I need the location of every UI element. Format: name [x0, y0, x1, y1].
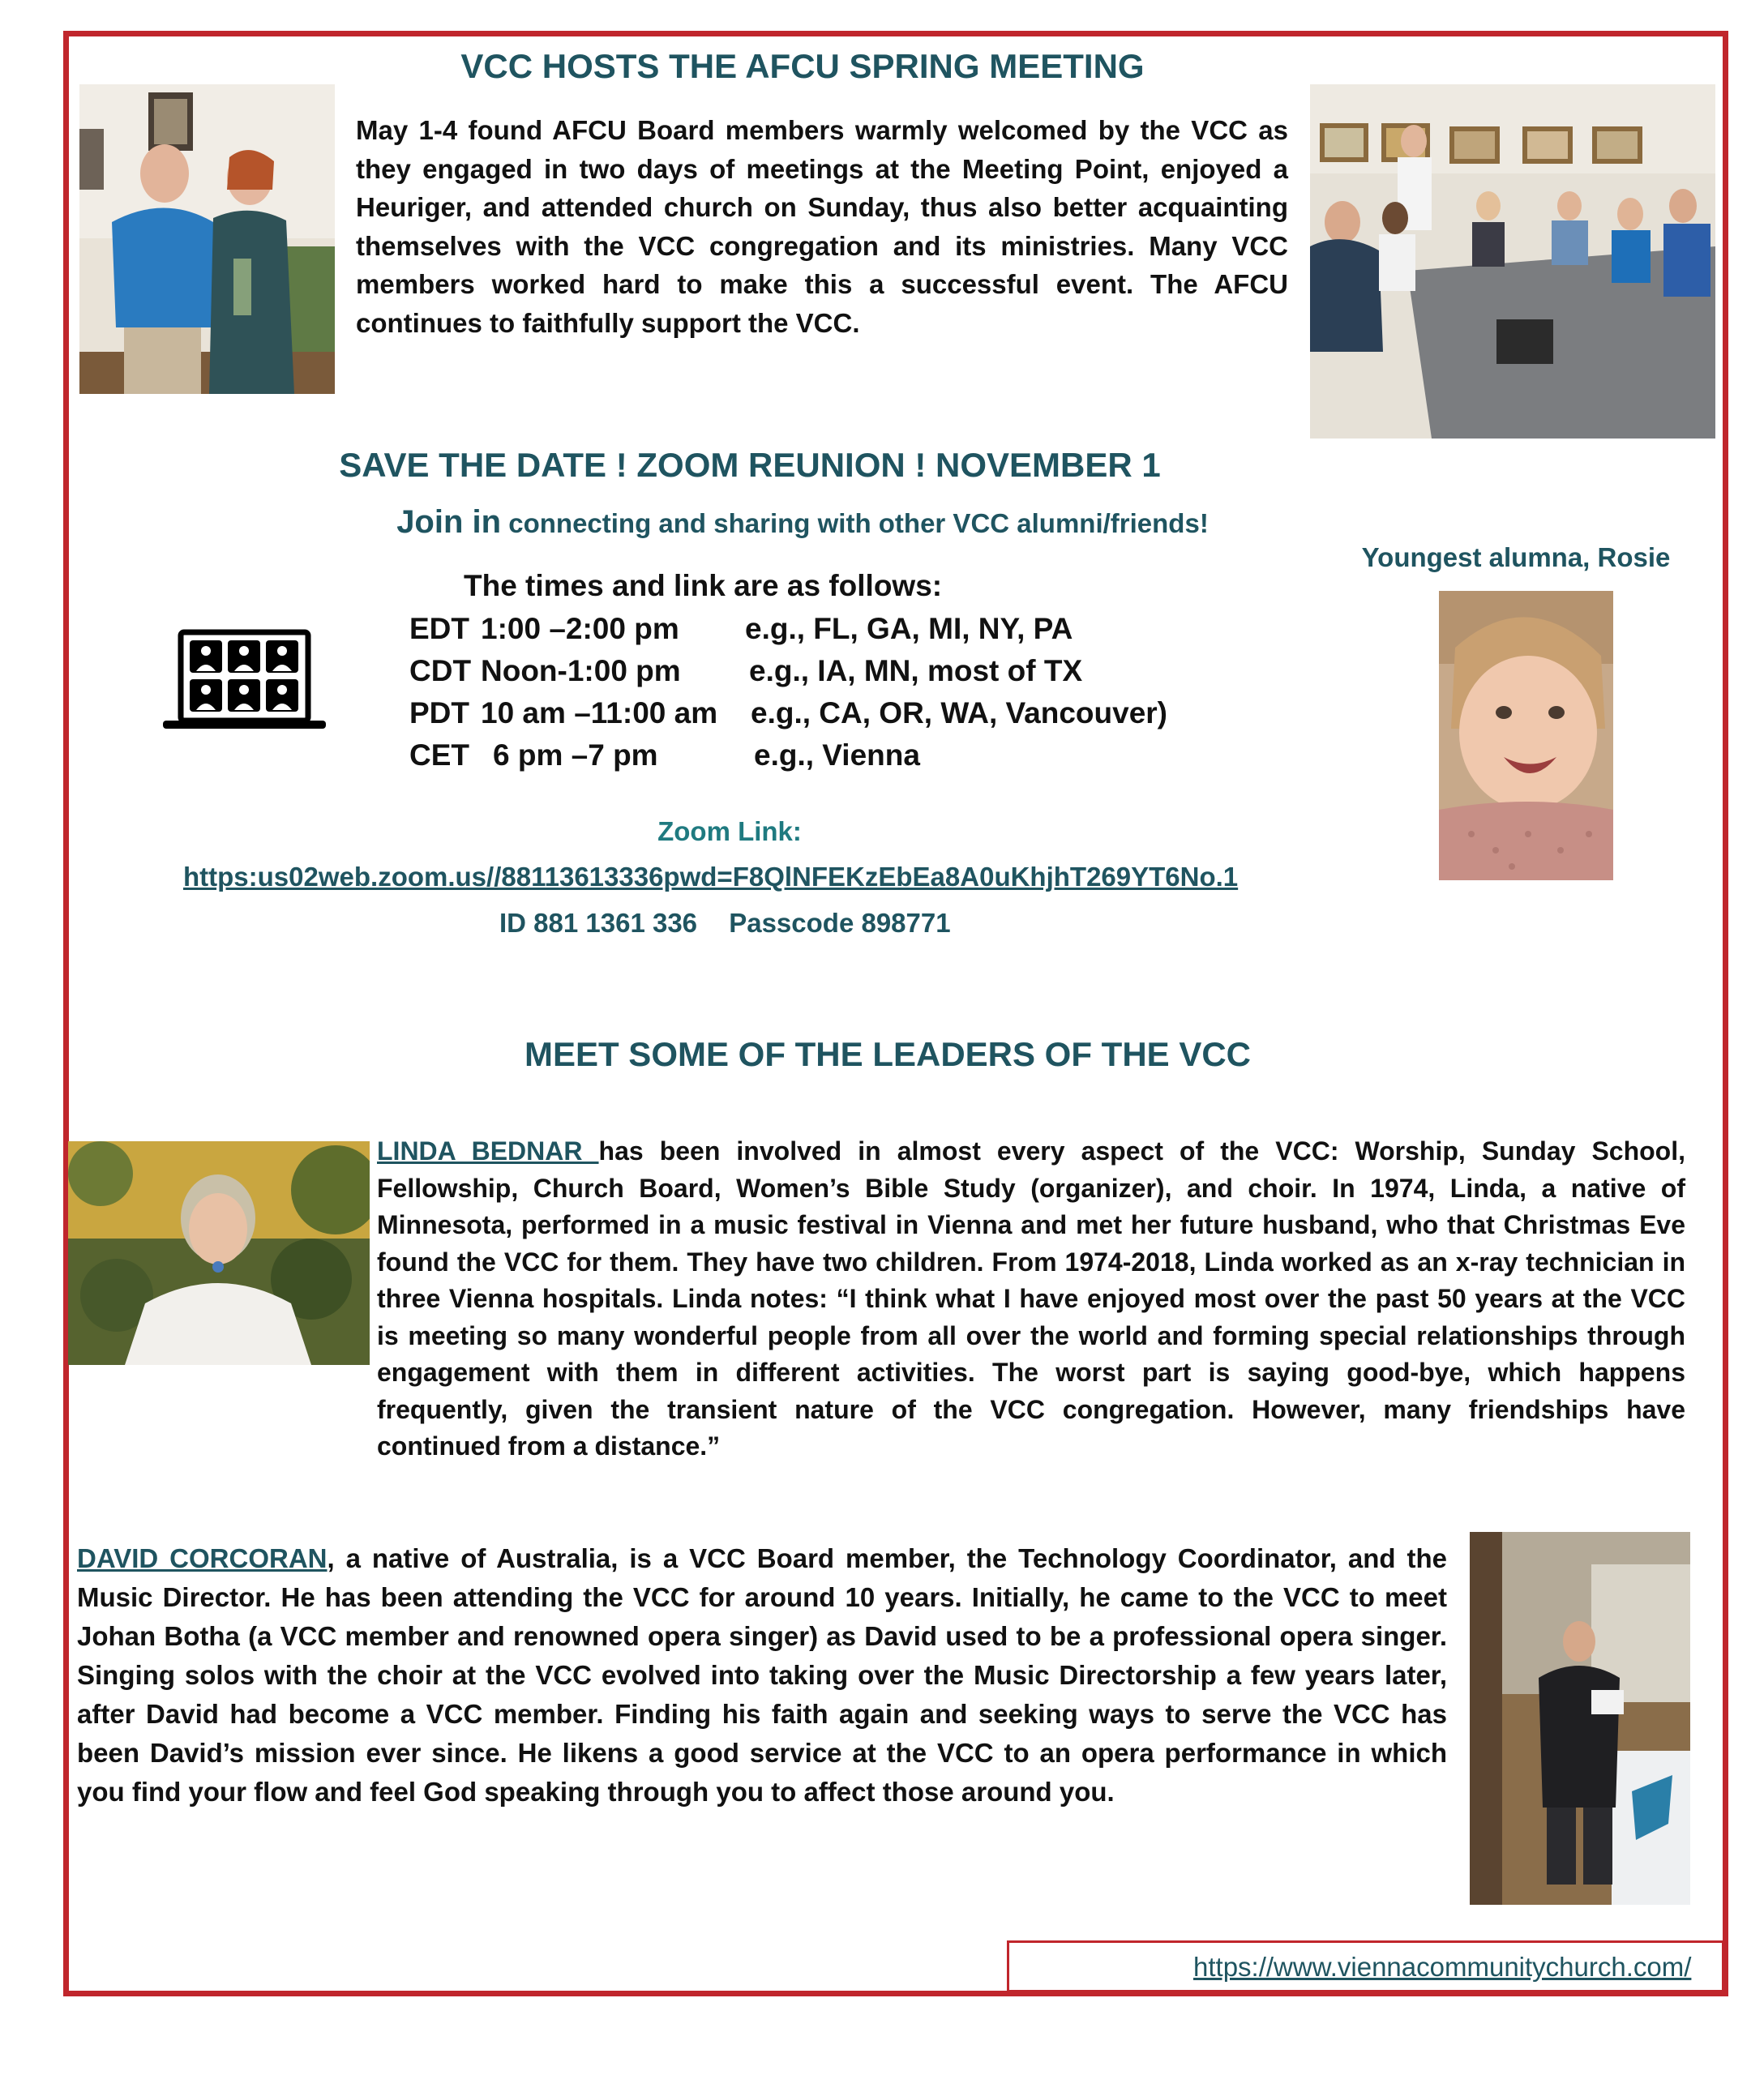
time-range: 6 pm –7 pm [493, 738, 658, 772]
david-photo [1470, 1532, 1690, 1905]
zoom-link[interactable]: https:us02web.zoom.us//88113613336pwd=F8QlNFEKzEbEa8A0uKhjhT269YT6No.1 [183, 862, 1239, 892]
time-range: 1:00 –2:00 pm [481, 612, 679, 645]
time-range: 10 am –11:00 am [481, 696, 718, 729]
afcu-paragraph: May 1-4 found AFCU Board members warmly welcomed by the VCC as they engaged in two days of meetings at the Meeting Point, enjoyed a Heuriger, and attended church on Sunday, thus also better acquainting themselves with the VCC congregation and its ministries. Many VCC members worked hard to make this a successful event. The AFCU continues to faithfully support the VCC. [356, 115, 1288, 338]
linda-name-link[interactable]: LINDA BEDNAR [377, 1136, 599, 1166]
zoom-subtitle-rest: connecting and sharing with other VCC alumni/friends! [501, 508, 1209, 538]
afcu-meeting-photo [1310, 84, 1715, 439]
david-name-link[interactable]: DAVID CORCORAN [77, 1543, 328, 1573]
zoom-title: SAVE THE DATE ! ZOOM REUNION ! NOVEMBER 1 [339, 446, 1161, 484]
afcu-title: VCC HOSTS THE AFCU SPRING MEETING [460, 47, 1145, 85]
zoom-subtitle-lead: Join in [396, 504, 502, 540]
zoom-meeting-id: ID 881 1361 336 [499, 908, 698, 938]
rosie-caption: Youngest alumna, Rosie [1361, 542, 1671, 572]
zoom-passcode: Passcode 898771 [729, 908, 951, 938]
zoom-subtitle [349, 504, 1257, 541]
video-conference-laptop-icon [161, 629, 328, 733]
time-zone: EDT [409, 612, 469, 645]
time-zone: CDT [409, 654, 472, 687]
david-bio-text: , a native of Australia, is a VCC Board member, the Technology Coordinator, and the Music Director. He has been attending the VCC for around 10 years. Initially, he came to the VCC to meet Johan Botha (a VCC member and renowned opera singer) as David used to be a professional opera singer. Singing solos with the choir at the VCC evolved into taking over the Music Directorship a few years later, after David had become a VCC member. Finding his faith again and seeking ways to serve the VCC has been David’s mission ever since. He likens a good service at the VCC to an opera performance in which you find your flow and feel God speaking through you to affect those around you. [77, 1543, 1447, 1807]
time-zone: CET [409, 738, 469, 772]
time-example: e.g., IA, MN, most of TX [749, 654, 1083, 687]
time-zone: PDT [409, 696, 469, 729]
time-range: Noon-1:00 pm [481, 654, 681, 687]
zoom-credentials [499, 908, 951, 939]
zoom-link-label: Zoom Link: [657, 816, 802, 846]
time-example: e.g., CA, OR, WA, Vancouver) [751, 696, 1167, 729]
linda-photo [68, 1141, 370, 1365]
david-bio [77, 1539, 1447, 1812]
times-intro: The times and link are as follows: [464, 569, 943, 602]
website-link[interactable]: https://www.viennacommunitychurch.com/ [1193, 1952, 1692, 1982]
time-example: e.g., Vienna [754, 738, 920, 772]
leaders-title: MEET SOME OF THE LEADERS OF THE VCC [524, 1035, 1252, 1073]
linda-bio-text: has been involved in almost every aspect of the VCC: Worship, Sunday School, Fellowship, Church Board, Women’s Bible Study (organizer), and choir. In 1974, Linda, a native of Minnesota, performed in a music festival in Vienna and met her future husband, who that Christmas Eve found the VCC for them. They have two children. From 1974-2018, Linda worked as an x-ray technician in three Vienna hospitals. Linda notes: “I think what I have enjoyed most over the past 50 years at the VCC is meeting so many wonderful people from all over the world and forming special relationships through engagement with them in different activities. The worst part is saying good-bye, which happens frequently, given the transient nature of the VCC congregation. However, many friendships have continued from a distance.” [377, 1136, 1686, 1461]
afcu-couple-photo [79, 84, 335, 394]
time-example: e.g., FL, GA, MI, NY, PA [745, 612, 1073, 645]
linda-bio [377, 1133, 1685, 1465]
rosie-photo [1439, 591, 1613, 880]
